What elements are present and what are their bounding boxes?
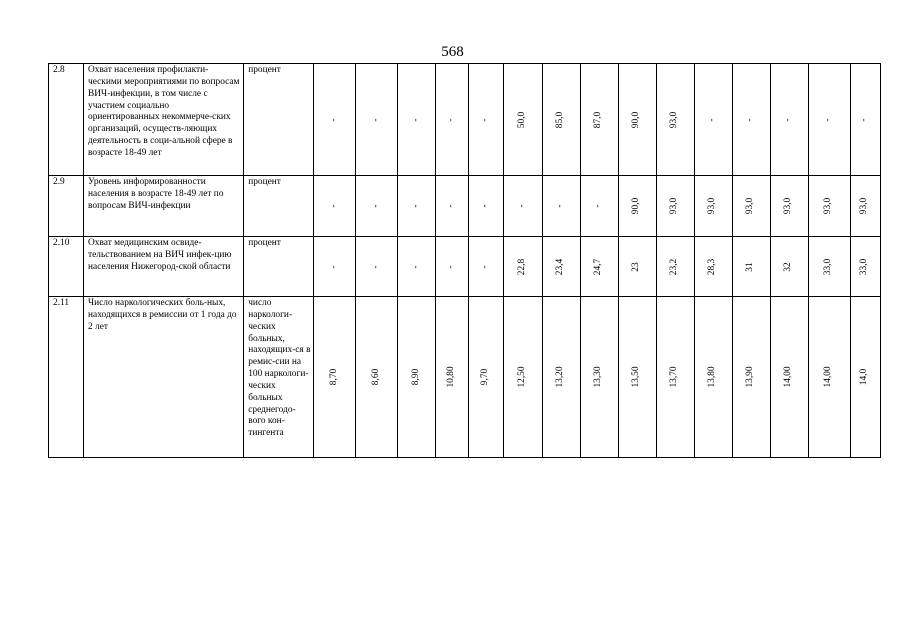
value-cell: [436, 176, 469, 237]
value-cell: [618, 176, 656, 237]
value-cell: [618, 237, 656, 297]
value-text: -: [783, 117, 794, 122]
value-cell: [469, 237, 504, 297]
value-cell: [542, 237, 580, 297]
value-cell: [469, 297, 504, 458]
value-cell: [542, 176, 580, 237]
value-text: -: [480, 117, 491, 122]
value-cell: [850, 64, 880, 176]
value-cell: [398, 176, 436, 237]
value-text: -: [517, 204, 528, 208]
value-text: -: [410, 204, 421, 208]
value-cell: [314, 237, 356, 297]
indicator-description: Уровень информированности населения в возрасте 18-49 лет по вопросам ВИЧ-инфекции: [84, 176, 244, 237]
table-row: [49, 176, 881, 237]
value-cell: [656, 297, 694, 458]
value-cell: [694, 297, 732, 458]
value-text: 93,0: [823, 197, 834, 215]
value-text: 93,0: [669, 111, 680, 128]
page-number: 568: [441, 44, 464, 60]
value-text: -: [370, 204, 381, 208]
value-cell: [694, 64, 732, 176]
value-text: 13,20: [555, 366, 566, 388]
value-text: 14,0: [859, 368, 870, 386]
value-cell: [732, 297, 770, 458]
indicator-description: Охват населения профилакти-ческими мероприятиями по вопросам ВИЧ-инфекции, в том числе с участием социально ориентированных некоммерче-ских организаций, осуществ-ляющих деятельность в соци-альной сфере в возрасте 18-49 лет: [84, 64, 244, 176]
value-text: 13,30: [593, 366, 604, 388]
value-text: -: [859, 117, 870, 122]
value-text: 33,0: [823, 258, 834, 275]
value-cell: [580, 64, 618, 176]
value-cell: [504, 297, 542, 458]
value-text: -: [446, 204, 457, 208]
value-cell: [314, 176, 356, 237]
value-cell: [770, 64, 808, 176]
value-cell: [356, 297, 398, 458]
value-cell: [618, 297, 656, 458]
value-cell: [356, 64, 398, 176]
value-text: 93,0: [669, 197, 680, 215]
value-cell: [398, 297, 436, 458]
value-text: 93,0: [707, 197, 718, 215]
value-text: -: [370, 264, 381, 269]
value-text: 13,90: [745, 366, 756, 388]
value-text: 13,80: [707, 366, 718, 388]
value-text: 33,0: [859, 258, 870, 275]
value-text: -: [328, 204, 339, 208]
value-text: 31: [745, 261, 756, 272]
value-cell: [580, 176, 618, 237]
value-text: -: [446, 117, 457, 122]
value-cell: [436, 297, 469, 458]
value-text: -: [707, 117, 718, 122]
value-text: -: [480, 204, 491, 208]
value-text: 10,80: [446, 366, 457, 388]
value-text: -: [745, 117, 756, 122]
value-text: -: [593, 204, 604, 208]
value-cell: [694, 237, 732, 297]
value-text: 14,00: [783, 366, 794, 388]
value-text: 22,8: [517, 258, 528, 275]
value-cell: [850, 297, 880, 458]
unit-of-measure: процент: [244, 237, 314, 297]
value-cell: [580, 237, 618, 297]
value-text: 8,60: [370, 368, 381, 386]
value-cell: [732, 64, 770, 176]
unit-of-measure: процент: [244, 64, 314, 176]
value-text: -: [446, 264, 457, 269]
value-text: -: [328, 117, 339, 122]
value-text: -: [328, 264, 339, 269]
value-cell: [770, 297, 808, 458]
value-text: 9,70: [480, 368, 491, 386]
value-cell: [770, 176, 808, 237]
value-cell: [504, 64, 542, 176]
value-cell: [314, 64, 356, 176]
value-text: 23,2: [669, 258, 680, 275]
indicators-table: [48, 63, 881, 458]
value-cell: [469, 64, 504, 176]
value-cell: [770, 237, 808, 297]
value-cell: [398, 237, 436, 297]
value-text: 12,50: [517, 366, 528, 388]
value-text: 23,4: [555, 258, 566, 275]
value-text: -: [823, 117, 834, 122]
value-text: 13,70: [669, 366, 680, 388]
value-text: 93,0: [745, 197, 756, 215]
value-cell: [504, 176, 542, 237]
value-text: 8,70: [328, 368, 339, 386]
value-cell: [356, 176, 398, 237]
value-cell: [808, 176, 850, 237]
value-cell: [656, 176, 694, 237]
value-cell: [656, 237, 694, 297]
value-text: 28,3: [707, 258, 718, 275]
value-cell: [732, 237, 770, 297]
value-cell: [542, 64, 580, 176]
value-cell: [436, 237, 469, 297]
value-cell: [580, 297, 618, 458]
table-row: [49, 237, 881, 297]
value-cell: [850, 237, 880, 297]
value-cell: [356, 237, 398, 297]
table-row: [49, 297, 881, 458]
value-cell: [469, 176, 504, 237]
row-number: 2.11: [49, 297, 84, 458]
value-text: 93,0: [783, 197, 794, 215]
value-text: -: [480, 264, 491, 269]
row-number: 2.8: [49, 64, 84, 176]
value-cell: [732, 176, 770, 237]
unit-of-measure: число наркологи-ческих больных, находящих-ся в ремис-сии на 100 наркологи-ческих больных среднегодо-вого кон-тингента: [244, 297, 314, 458]
value-text: -: [410, 117, 421, 122]
value-text: 50,0: [517, 111, 528, 128]
row-number: 2.9: [49, 176, 84, 237]
value-text: 90,0: [631, 111, 642, 128]
value-cell: [656, 64, 694, 176]
value-text: -: [555, 204, 566, 208]
value-text: 23: [631, 261, 642, 272]
value-text: 32: [783, 261, 794, 272]
value-cell: [504, 237, 542, 297]
value-cell: [398, 64, 436, 176]
unit-of-measure: процент: [244, 176, 314, 237]
value-cell: [850, 176, 880, 237]
value-text: -: [370, 117, 381, 122]
value-cell: [808, 297, 850, 458]
indicator-description: Число наркологических боль-ных, находящихся в ремиссии от 1 года до 2 лет: [84, 297, 244, 458]
row-number: 2.10: [49, 237, 84, 297]
value-text: 90,0: [631, 197, 642, 215]
value-text: 87,0: [593, 111, 604, 128]
value-cell: [694, 176, 732, 237]
value-cell: [808, 64, 850, 176]
value-text: 85,0: [555, 111, 566, 128]
value-text: 14,00: [823, 366, 834, 388]
value-text: 8,90: [410, 368, 421, 386]
value-cell: [542, 297, 580, 458]
value-text: -: [410, 264, 421, 269]
value-text: 24,7: [593, 258, 604, 275]
indicator-description: Охват медицинским освиде-тельствованием на ВИЧ инфек-цию населения Нижегород-ской области: [84, 237, 244, 297]
table-row: [49, 64, 881, 176]
value-cell: [436, 64, 469, 176]
value-text: 13,50: [631, 366, 642, 388]
value-cell: [618, 64, 656, 176]
value-cell: [314, 297, 356, 458]
value-text: 93,0: [859, 197, 870, 215]
value-cell: [808, 237, 850, 297]
